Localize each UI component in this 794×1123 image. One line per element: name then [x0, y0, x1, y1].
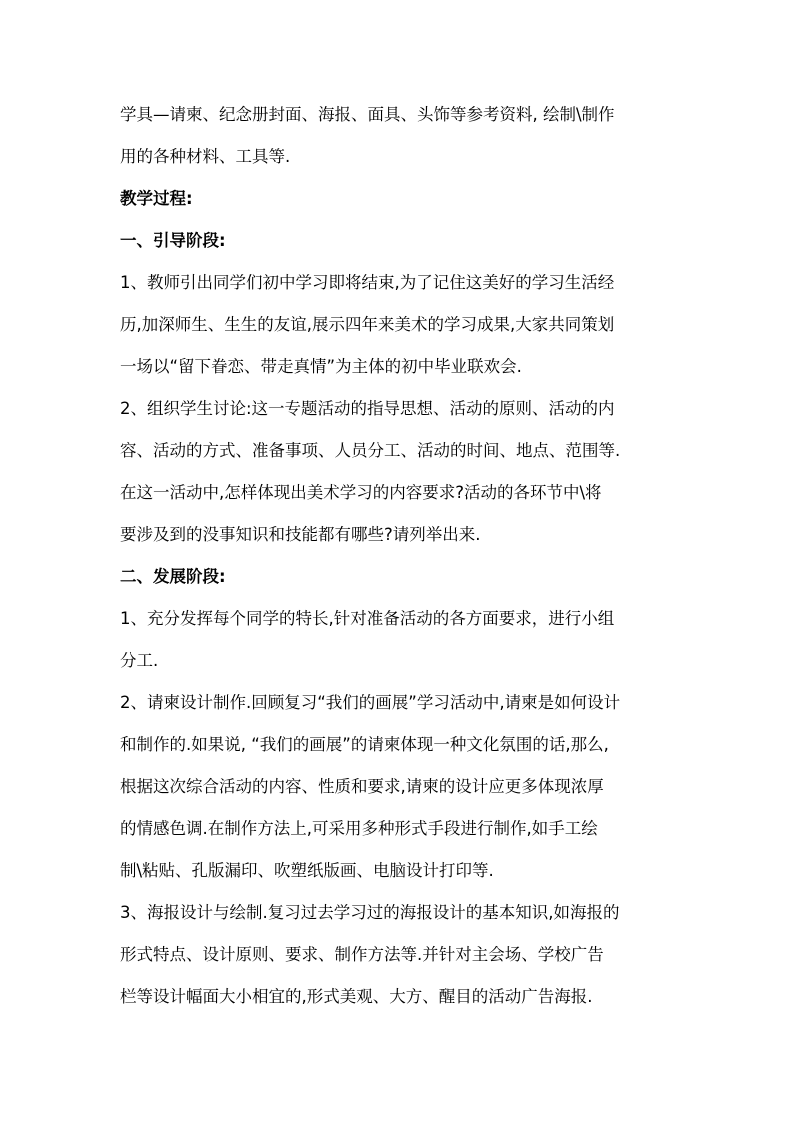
text-line: 容、活动的方式、准备事项、人员分工、活动的时间、地点、范围等.: [120, 441, 621, 460]
section-heading: 一、引导阶段:: [120, 231, 226, 250]
text-line: 1、充分发挥每个同学的特长,针对准备活动的各方面要求，进行小组: [120, 609, 615, 628]
text-line: 2、组织学生讨论:这一专题活动的指导思想、活动的原则、活动的内: [120, 399, 615, 418]
text-line: 2、请柬设计制作.回顾复习“我们的画展”学习活动中,请柬是如何设计: [120, 693, 621, 712]
text-line: 分工.: [120, 651, 159, 670]
text-line: 栏等设计幅面大小相宜的,形式美观、大方、醒目的活动广告海报.: [120, 987, 593, 1006]
text-line: 形式特点、设计原则、要求、制作方法等.并针对主会场、学校广告: [120, 945, 604, 964]
text-line: 一场以“留下眷恋、带走真情”为主体的初中毕业联欢会.: [120, 357, 522, 376]
text-line: 学具—请柬、纪念册封面、海报、面具、头饰等参考资料, 绘制\制作: [120, 105, 615, 124]
section-heading: 教学过程:: [120, 189, 193, 208]
text-line: 制\粘贴、孔版漏印、吹塑纸版画、电脑设计打印等.: [120, 861, 494, 880]
section-heading: 二、发展阶段:: [120, 567, 226, 586]
text-line: 3、海报设计与绘制.复习过去学习过的海报设计的基本知识,如海报的: [120, 903, 620, 922]
text-line: 和制作的.如果说, “我们的画展”的请柬体现一种文化氛围的话,那么,: [120, 735, 609, 754]
text-line: 历,加深师生、生生的友谊,展示四年来美术的学习成果,大家共同策划: [120, 315, 615, 334]
text-line: 1、教师引出同学们初中学习即将结束,为了记住这美好的学习生活经: [120, 273, 615, 292]
text-line: 在这一活动中,怎样体现出美术学习的内容要求?活动的各环节中\将: [120, 483, 602, 502]
text-line: 用的各种材料、工具等.: [120, 147, 291, 166]
text-line: 的情感色调.在制作方法上,可采用多种形式手段进行制作,如手工绘: [120, 819, 598, 838]
text-line: 要涉及到的没事知识和技能都有哪些?请列举出来.: [120, 525, 481, 544]
text-line: 根据这次综合活动的内容、性质和要求,请柬的设计应更多体现浓厚: [120, 777, 604, 796]
